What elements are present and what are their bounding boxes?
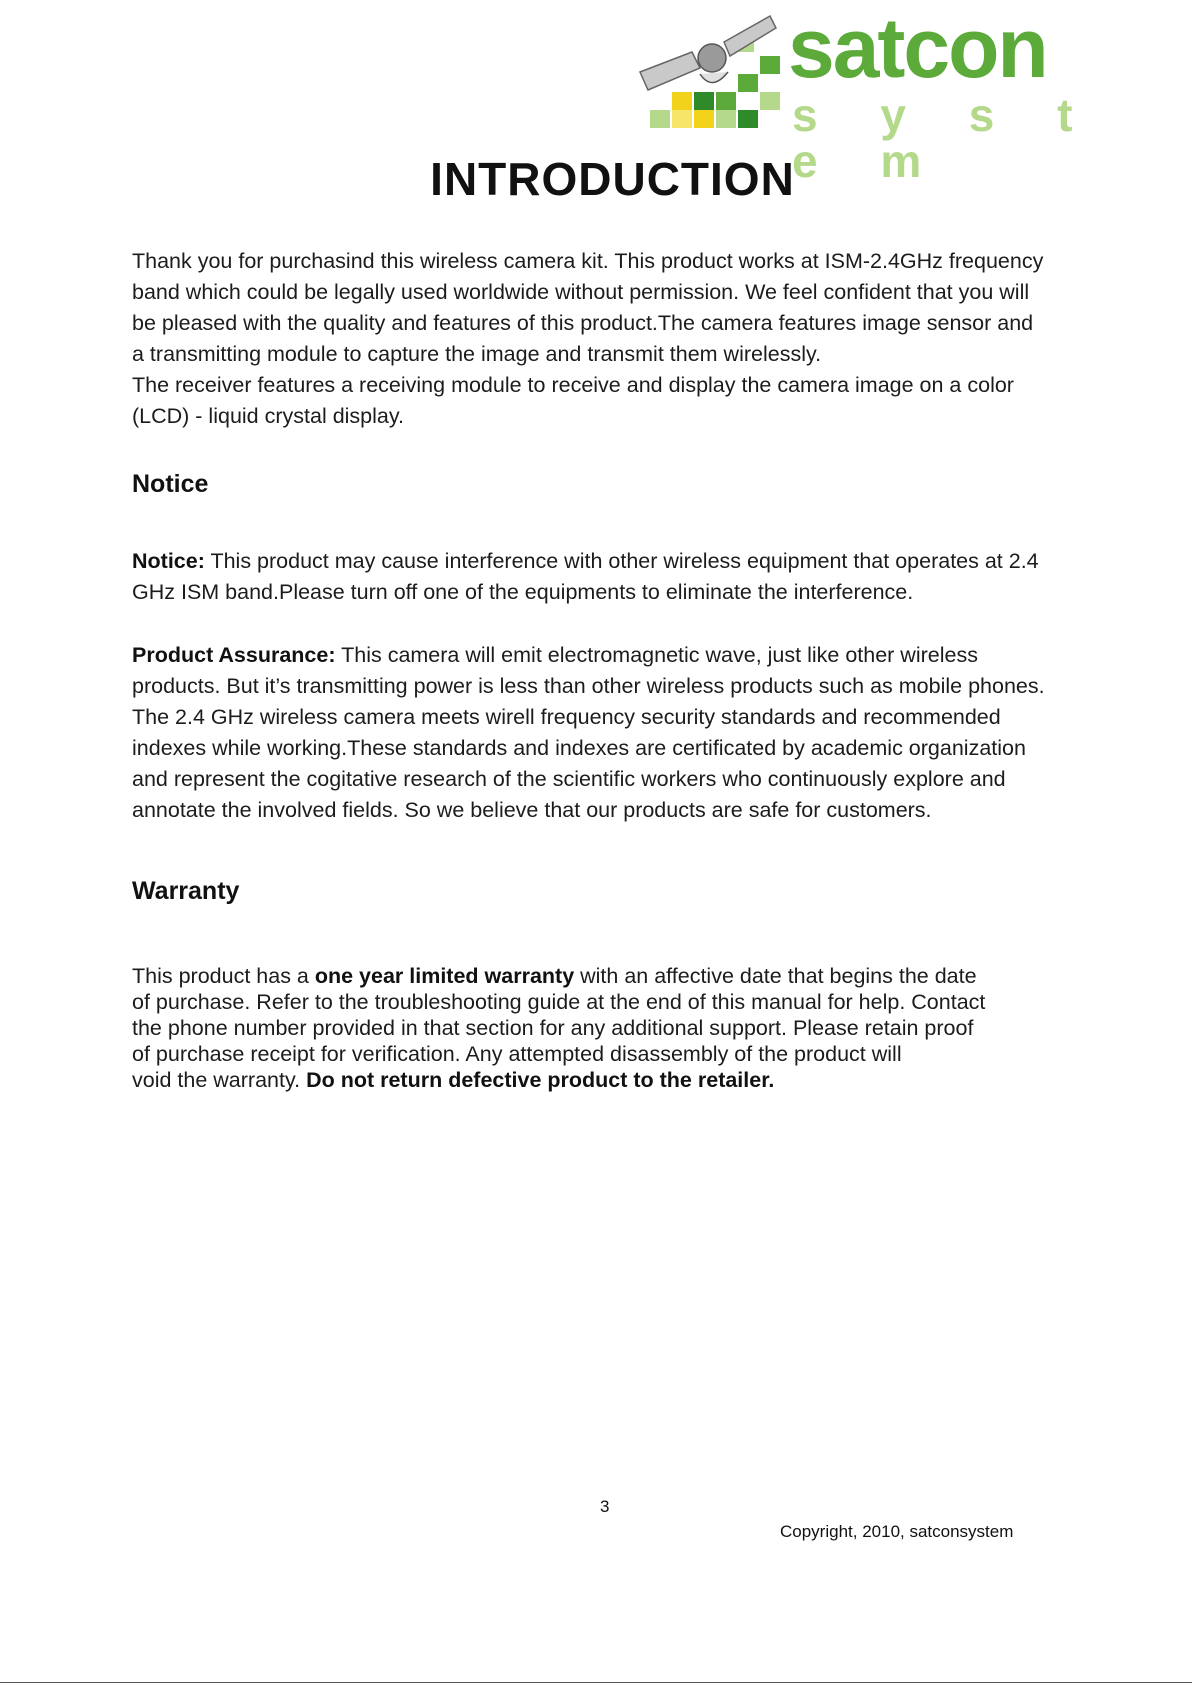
assurance-line: [132, 640, 1132, 671]
page-title: INTRODUCTION: [430, 153, 795, 205]
notice-line: GHz ISM band.Please turn off one of the equipments to eliminate the interference.: [132, 580, 914, 604]
assurance-paragraph: [132, 640, 1132, 826]
warranty-line: of purchase receipt for verification. Any attempted disassembly of the product will: [132, 1042, 902, 1066]
notice-label: Notice:: [132, 549, 205, 573]
intro-line: (LCD) - liquid crystal display.: [132, 404, 405, 428]
warranty-emphasis: Do not return defective product to the retailer.: [306, 1068, 775, 1092]
intro-line: Thank you for purchasind this wireless camera kit. This product works at ISM-2.4GHz frequency: [132, 249, 1044, 273]
notice-heading: Notice: [132, 470, 209, 498]
satellite-icon: [630, 14, 790, 142]
warranty-text: with an affective date that begins the date: [574, 964, 977, 988]
warranty-text: void the warranty.: [132, 1068, 307, 1092]
assurance-line: annotate the involved fields. So we believe that our products are safe for customers.: [132, 798, 932, 822]
notice-paragraph: [132, 546, 1132, 608]
warranty-emphasis: one year limited warranty: [314, 964, 575, 988]
warranty-line: the phone number provided in that section for any additional support. Please retain proof: [132, 1016, 974, 1040]
page-divider: [0, 1682, 1192, 1683]
logo-wordmark: satcon: [788, 1, 1047, 95]
notice-text: This product may cause interference with other wireless equipment that operates at 2.4: [204, 549, 1039, 573]
assurance-text: This camera will emit electromagnetic wave, just like other wireless: [335, 643, 978, 667]
warranty-line: of purchase. Refer to the troubleshooting guide at the end of this manual for help. Contact: [132, 990, 986, 1014]
assurance-line: indexes while working.These standards and indexes are certificated by academic organization: [132, 736, 1026, 760]
intro-paragraph: [132, 246, 1132, 432]
notice-line: [132, 546, 1132, 577]
intro-line: be pleased with the quality and features of this product.The camera features image sensor and: [132, 311, 1034, 335]
assurance-line: and represent the cogitative research of the scientific workers who continuously explore and: [132, 767, 1006, 791]
warranty-text: This product has a: [132, 964, 315, 988]
intro-line: a transmitting module to capture the image and transmit them wirelessly.: [132, 342, 822, 366]
warranty-heading: Warranty: [132, 877, 240, 905]
warranty-line: [132, 963, 1132, 989]
warranty-paragraph: [132, 963, 1132, 1093]
warranty-line: [132, 1067, 1132, 1093]
brand-logo: [630, 1, 1115, 187]
copyright-notice: Copyright, 2010, satconsystem: [780, 1522, 1014, 1541]
intro-line: The receiver features a receiving module to receive and display the camera image on a color: [132, 373, 1014, 397]
assurance-label: Product Assurance:: [132, 643, 336, 667]
assurance-line: products. But it’s transmitting power is less than other wireless products such as mobile phones.: [132, 674, 1045, 698]
intro-line: band which could be legally used worldwide without permission. We feel confident that you will: [132, 280, 1030, 304]
assurance-line: The 2.4 GHz wireless camera meets wirell frequency security standards and recommended: [132, 705, 1001, 729]
page-number: 3: [600, 1497, 610, 1516]
logo-subtitle: s y s t e m: [792, 89, 1098, 187]
